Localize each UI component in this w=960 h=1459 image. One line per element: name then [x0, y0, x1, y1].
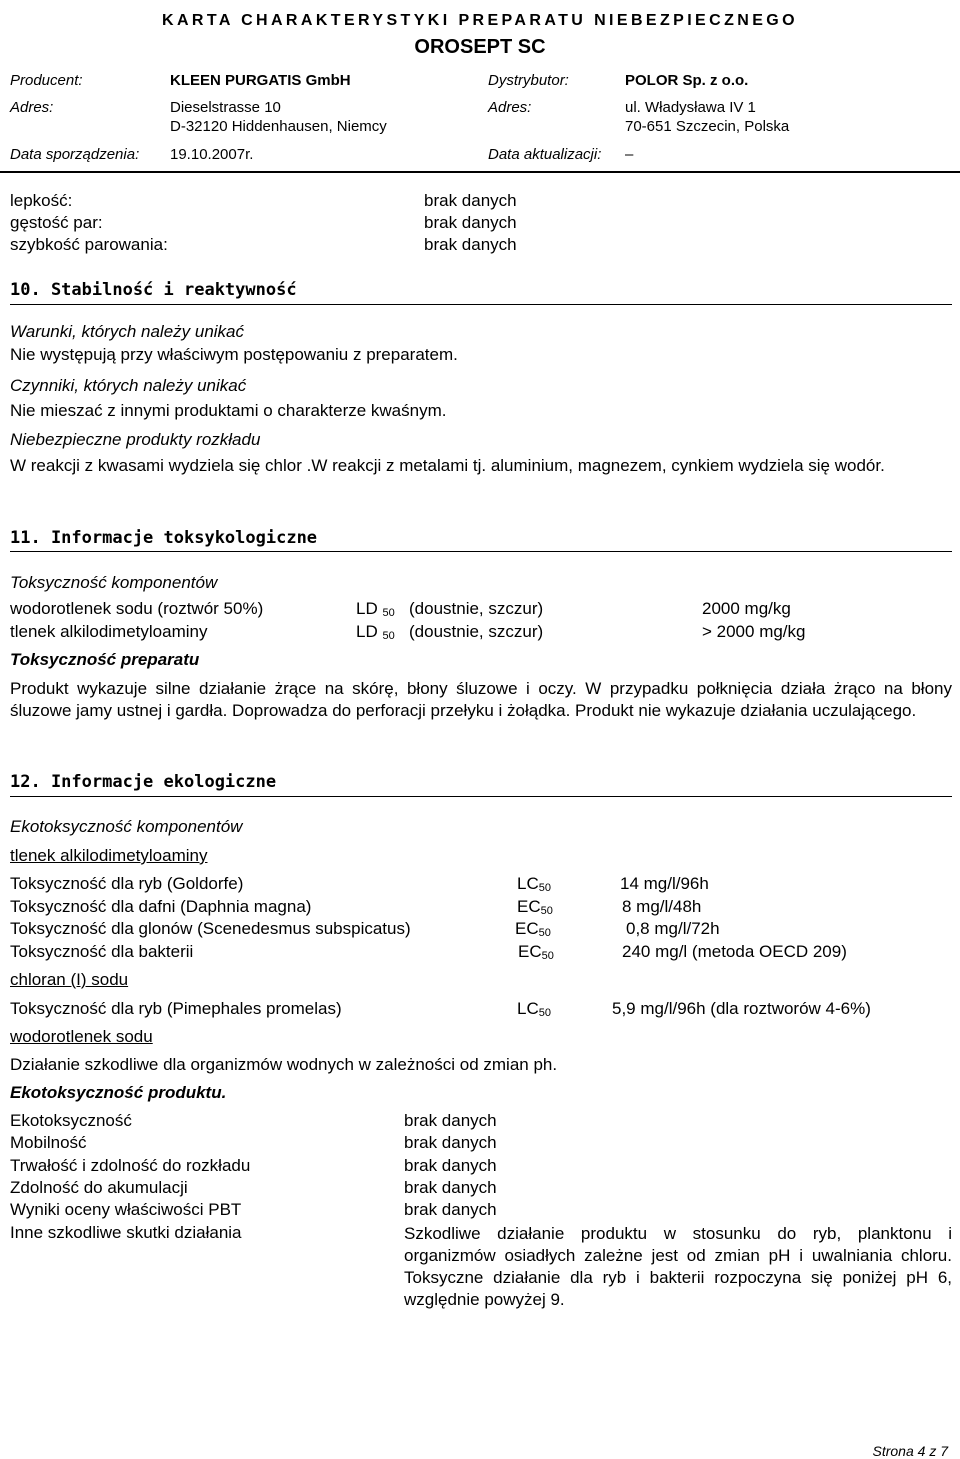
- product-prop-label: Inne szkodliwe skutki działania: [10, 1223, 242, 1242]
- prop-label-viscosity: lepkość:: [10, 191, 73, 210]
- section-12-heading: 12. Informacje ekologiczne: [10, 772, 277, 792]
- producer-address-line2: D-32120 Hiddenhausen, Niemcy: [170, 118, 387, 135]
- prop-value-evaporation-rate: brak danych: [424, 235, 517, 254]
- product-prop-label: Trwałość i zdolność do rozkładu: [10, 1156, 251, 1175]
- product-prop-value: Szkodliwe działanie produktu w stosunku do ryb, planktonu i organizmów osiadłych zależne jest od zmian pH i uwalniania chloru. Toksyczne działanie dla ryb i bakterii rozpoczyna się poniżej pH 6, względnie powyżej 9.: [404, 1224, 952, 1309]
- ecotox-row-measure: $EC_{50}$: [515, 919, 551, 939]
- ecotox-row-value: 240 mg/l (metoda OECD 209): [622, 942, 847, 961]
- document-title: KARTA CHARAKTERYSTYKI PREPARATU NIEBEZPIECZNEGO: [162, 12, 798, 29]
- page-number: Strona 4 z 7: [872, 1443, 948, 1459]
- ecotox-row-measure: $EC_{50}$: [517, 897, 553, 917]
- product-prop-value: brak danych: [404, 1133, 497, 1152]
- distributor-label: Dystrybutor:: [488, 72, 569, 89]
- product-prop-value: brak danych: [404, 1156, 497, 1175]
- product-prop-label: Mobilność: [10, 1133, 87, 1152]
- distributor-address-label: Adres:: [488, 99, 532, 116]
- section-10-divider: [10, 304, 952, 305]
- component-note: Działanie szkodliwe dla organizmów wodnych w zależności od zmian ph.: [10, 1055, 558, 1074]
- tox-row-value: 2000 mg/kg: [702, 599, 791, 618]
- section-10-heading: 10. Stabilność i reaktywność: [10, 280, 297, 300]
- distributor-address-line1: ul. Władysława IV 1: [625, 99, 756, 116]
- ecotox-row-value: 0,8 mg/l/72h: [626, 919, 720, 938]
- s10-subheading-conditions: Warunki, których należy unikać: [10, 322, 245, 341]
- ecotox-row-name: Toksyczność dla dafni (Daphnia magna): [10, 897, 312, 916]
- s11-subheading-preparation: Toksyczność preparatu: [10, 650, 200, 669]
- product-prop-label: Zdolność do akumulacji: [10, 1178, 188, 1197]
- s10-text-decomposition: W reakcji z kwasami wydziela się chlor .W reakcji z metalami tj. aluminium, magnezem, cynkiem wydziela się wodór.: [10, 456, 885, 475]
- ecotox-row-value: 5,9 mg/l/96h (dla roztworów 4-6%): [612, 999, 871, 1018]
- updated-date-label: Data aktualizacji:: [488, 146, 602, 163]
- created-date-value: 19.10.2007r.: [170, 146, 254, 163]
- ecotox-row-measure: $LC_{50}$: [517, 999, 551, 1019]
- component-name: chloran (I) sodu: [10, 970, 129, 989]
- component-name: wodorotlenek sodu: [10, 1027, 153, 1046]
- ecotox-row-value: 14 mg/l/96h: [620, 874, 709, 893]
- s12-subheading-components: Ekotoksyczność komponentów: [10, 817, 243, 836]
- product-prop-label: Wyniki oceny właściwości PBT: [10, 1200, 242, 1219]
- producer-address-label: Adres:: [10, 99, 54, 116]
- ecotox-row-measure: $EC_{50}$: [518, 942, 554, 962]
- s10-subheading-factors: Czynniki, których należy unikać: [10, 376, 247, 395]
- distributor-address-line2: 70-651 Szczecin, Polska: [625, 118, 790, 135]
- ecotox-row-name: Toksyczność dla ryb (Goldorfe): [10, 874, 244, 893]
- tox-row-name: tlenek alkilodimetyloaminy: [10, 622, 208, 641]
- producer-label: Producent:: [10, 72, 83, 89]
- prop-label-vapor-density: gęstość par:: [10, 213, 103, 232]
- distributor-name: POLOR Sp. z o.o.: [625, 72, 749, 89]
- section-11-heading: 11. Informacje toksykologiczne: [10, 528, 318, 548]
- product-prop-value: brak danych: [404, 1111, 497, 1130]
- s11-subheading-components: Toksyczność komponentów: [10, 573, 218, 592]
- ecotox-row-value: 8 mg/l/48h: [622, 897, 702, 916]
- s11-text-preparation: Produkt wykazuje silne działanie żrące na skórę, błony śluzowe i oczy. W przypadku połknięcia działa żrąco na błony śluzowe jamy ustnej i gardła. Doprowadza do perforacji przełyku i żołądka. Produkt nie wykazuje działania uczulającego.: [10, 679, 952, 720]
- updated-date-value: –: [625, 146, 634, 163]
- product-prop-value: brak danych: [404, 1200, 497, 1219]
- product-prop-label: Ekotoksyczność: [10, 1111, 132, 1130]
- s12-subheading-product: Ekotoksyczność produktu.: [10, 1083, 227, 1102]
- ecotox-row-name: Toksyczność dla ryb (Pimephales promelas): [10, 999, 342, 1018]
- ecotox-row-measure: $LC_{50}$: [517, 874, 551, 894]
- s10-text-conditions: Nie występują przy właściwym postępowaniu z preparatem.: [10, 345, 458, 364]
- section-12-divider: [10, 796, 952, 797]
- header-divider: [0, 171, 960, 173]
- product-prop-value: brak danych: [404, 1178, 497, 1197]
- tox-row-measure: LD $_{50}$: [356, 599, 395, 619]
- tox-row-name: wodorotlenek sodu (roztwór 50%): [10, 599, 264, 618]
- tox-row-value: > 2000 mg/kg: [702, 622, 806, 641]
- s10-subheading-decomposition: Niebezpieczne produkty rozkładu: [10, 430, 261, 449]
- section-11-divider: [10, 551, 952, 552]
- component-name: tlenek alkilodimetyloaminy: [10, 846, 208, 865]
- tox-row-route: (doustnie, szczur): [409, 599, 544, 618]
- tox-row-route: (doustnie, szczur): [409, 622, 544, 641]
- s10-text-factors: Nie mieszać z innymi produktami o charakterze kwaśnym.: [10, 401, 447, 420]
- ecotox-row-name: Toksyczność dla glonów (Scenedesmus subspicatus): [10, 919, 411, 938]
- producer-address-line1: Dieselstrasse 10: [170, 99, 281, 116]
- ecotox-row-name: Toksyczność dla bakterii: [10, 942, 194, 961]
- tox-row-measure: LD $_{50}$: [356, 622, 395, 642]
- prop-value-vapor-density: brak danych: [424, 213, 517, 232]
- producer-name: KLEEN PURGATIS GmbH: [170, 72, 351, 89]
- created-date-label: Data sporządzenia:: [10, 146, 140, 163]
- product-name: OROSEPT SC: [414, 36, 546, 58]
- prop-value-viscosity: brak danych: [424, 191, 517, 210]
- prop-label-evaporation-rate: szybkość parowania:: [10, 235, 168, 254]
